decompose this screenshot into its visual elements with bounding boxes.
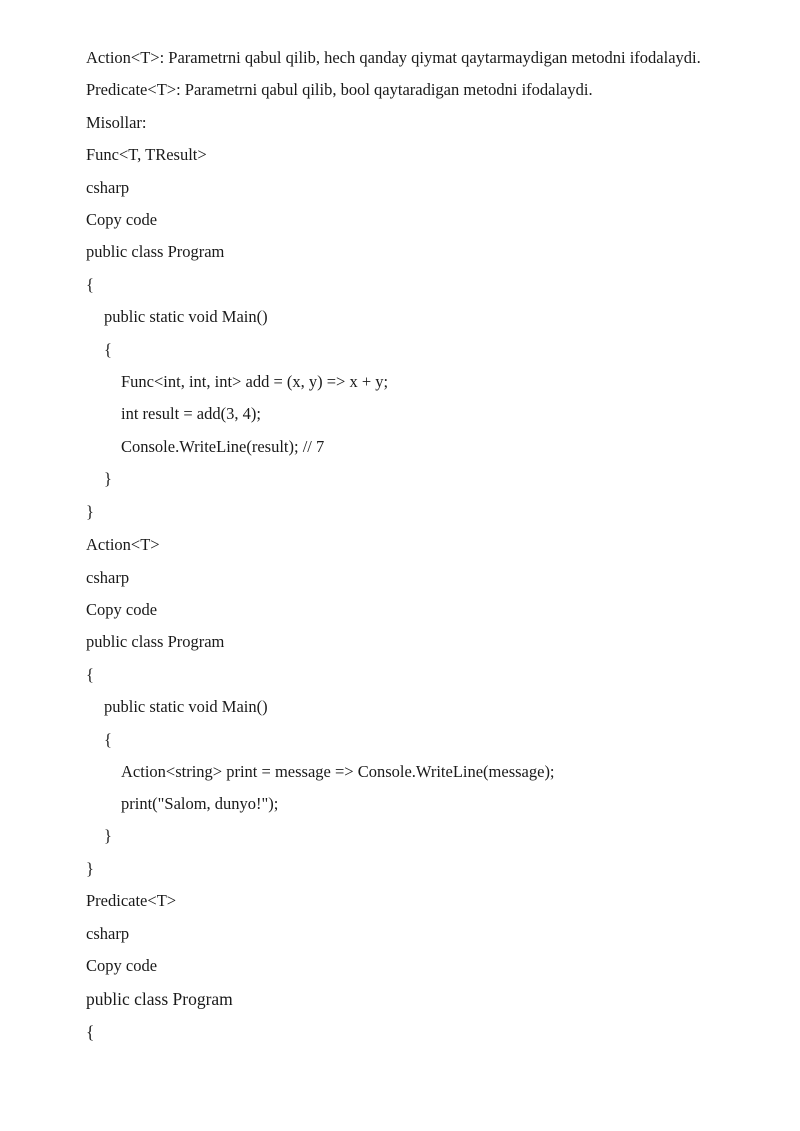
func-code-line: } [86,502,94,521]
func-heading: Func<T, TResult> [86,145,207,164]
predicate-code-line: { [86,1022,95,1042]
func-lang-label: csharp [86,178,130,197]
action-lang-label: csharp [86,568,130,587]
func-code-line: Console.WriteLine(result); // 7 [121,437,325,456]
action-copy-code-button[interactable]: Copy code [86,600,158,619]
func-code-line: public class Program [86,242,225,261]
predicate-code-line: public class Program [86,989,233,1009]
func-code-line: Func<int, int, int> add = (x, y) => x + y; [121,372,389,391]
func-code-line: { [86,275,94,294]
predicate-lang-label: csharp [86,924,130,943]
predicate-heading: Predicate<T> [86,891,177,910]
action-code-line: } [86,859,94,878]
action-code-line: } [104,826,112,845]
action-code-line: print("Salom, dunyo!"); [121,794,279,813]
action-code-line: { [86,665,94,684]
func-code-line: public static void Main() [104,307,268,326]
predicate-copy-code-button[interactable]: Copy code [86,956,158,975]
func-code-line: int result = add(3, 4); [121,404,261,423]
examples-heading: Misollar: [86,113,147,132]
action-heading: Action<T> [86,535,160,554]
intro-predicate-description: Predicate<T>: Parametrni qabul qilib, bool qaytaradigan metodni ifodalaydi. [86,80,593,99]
action-code-line: { [104,730,112,749]
action-code-line: public static void Main() [104,697,268,716]
func-code-line: } [104,469,112,488]
action-code-line: public class Program [86,632,225,651]
func-copy-code-button[interactable]: Copy code [86,210,158,229]
func-code-line: { [104,340,112,359]
intro-action-description: Action<T>: Parametrni qabul qilib, hech qanday qiymat qaytarmaydigan metodni ifodalaydi. [86,48,701,67]
action-code-line: Action<string> print = message => Console.WriteLine(message); [121,762,555,781]
